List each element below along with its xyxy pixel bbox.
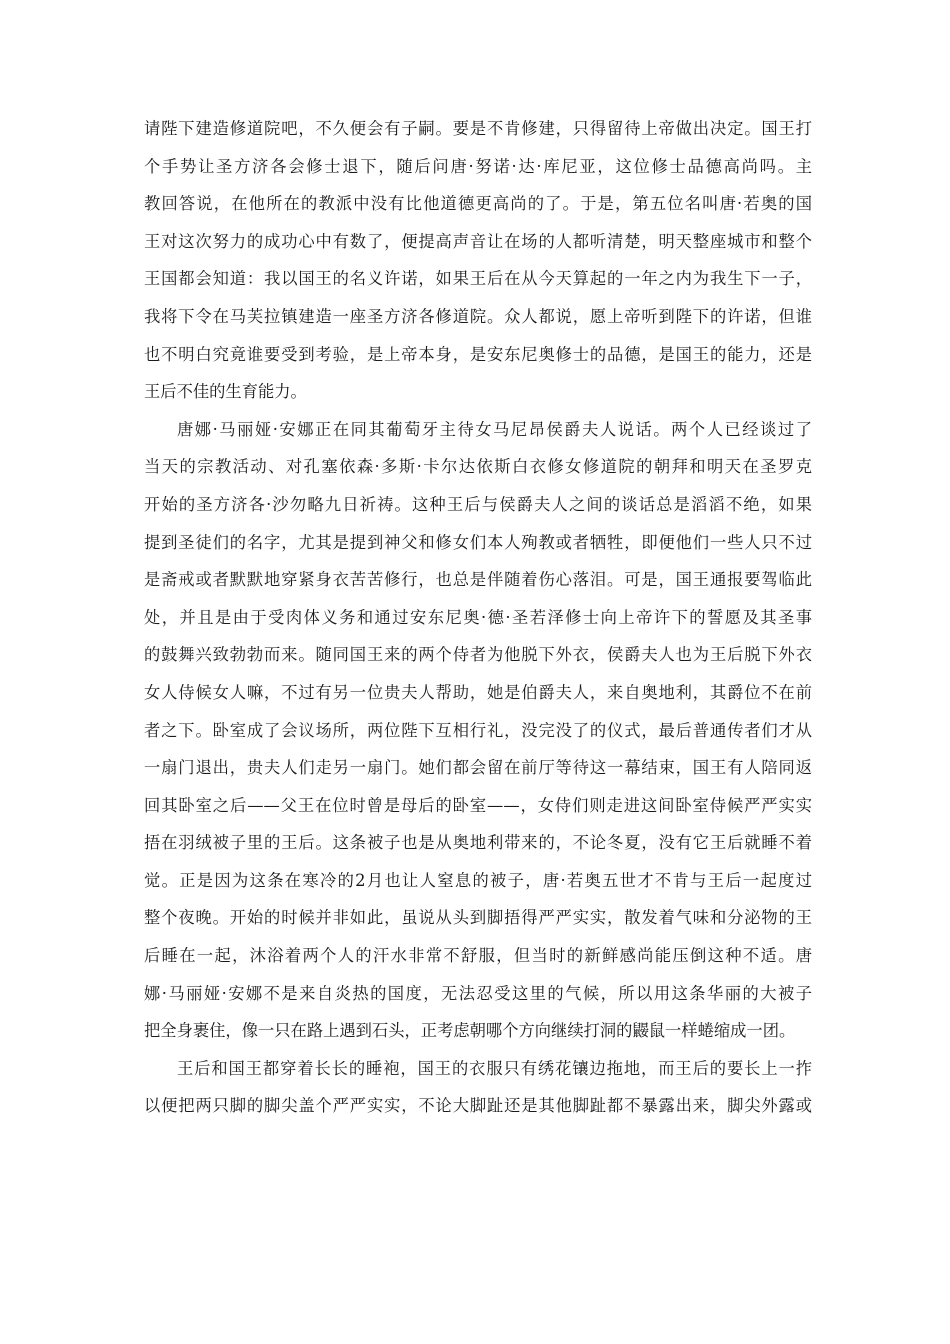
text-line: 开始的圣方济各·沙勿略九日祈祷。这种王后与侯爵夫人之间的谈话总是滔滔不绝，如果: [144, 494, 812, 514]
document-page: [144, 110, 812, 1125]
text-line: 把全身裹住，像一只在路上遇到石头，正考虑朝哪个方向继续打洞的鼹鼠一样蜷缩成一团。: [144, 1021, 796, 1041]
text-line: 个手势让圣方济各会修士退下，随后问唐·努诺·达·库尼亚，这位修士品德高尚吗。主: [144, 156, 812, 176]
text-line: 处，并且是由于受肉体义务和通过安东尼奥·德·圣若泽修士向上帝许下的誓愿及其圣事: [144, 607, 812, 627]
text-line: 王后和国王都穿着长长的睡袍，国王的衣服只有绣花镶边拖地，而王后的要长上一拃: [177, 1058, 812, 1078]
text-line: 教回答说，在他所在的教派中没有比他道德更高尚的了。于是，第五位名叫唐·若奥的国: [144, 194, 812, 214]
text-line: 回其卧室之后——父王在位时曾是母后的卧室——，女侍们则走进这间卧室侍候严严实实: [144, 795, 812, 815]
text-line: 也不明白究竟谁要受到考验，是上帝本身，是安东尼奥修士的品德，是国王的能力，还是: [144, 344, 812, 364]
text-line: 王后不佳的生育能力。: [144, 382, 307, 402]
text-line: 是斋戒或者默默地穿紧身衣苦苦修行，也总是伴随着伤心落泪。可是，国王通报要驾临此: [144, 570, 812, 590]
text-line: 捂在羽绒被子里的王后。这条被子也是从奥地利带来的，不论冬夏，没有它王后就睡不着: [144, 833, 812, 853]
text-line: 以便把两只脚的脚尖盖个严严实实，不论大脚趾还是其他脚趾都不暴露出来，脚尖外露或: [144, 1096, 812, 1116]
text-line: 的鼓舞兴致勃勃而来。随同国王来的两个侍者为他脱下外衣，侯爵夫人也为王后脱下外衣: [144, 645, 812, 665]
text-line: 王对这次努力的成功心中有数了，便提高声音让在场的人都听清楚，明天整座城市和整个: [144, 231, 812, 251]
text-line: 唐娜·马丽娅·安娜正在同其葡萄牙主待女马尼昂侯爵夫人说话。两个人已经谈过了: [177, 419, 812, 439]
text-line: 一扇门退出，贵夫人们走另一扇门。她们都会留在前厅等待这一幕结束，国王有人陪同返: [144, 758, 812, 778]
text-line: 我将下令在马芙拉镇建造一座圣方济各修道院。众人都说，愿上帝听到陛下的许诺，但谁: [144, 306, 812, 326]
text-line: 提到圣徒们的名字，尤其是提到神父和修女们本人殉教或者牺牲，即便他们一些人只不过: [144, 532, 812, 552]
text-line: 觉。正是因为这条在寒冷的2月也让人窒息的被子，唐·若奥五世才不肯与王后一起度过: [144, 870, 812, 890]
text-line: 后睡在一起，沐浴着两个人的汗水非常不舒服，但当时的新鲜感尚能压倒这种不适。唐: [144, 946, 812, 966]
text-line: 者之下。卧室成了会议场所，两位陛下互相行礼，没完没了的仪式，最后普通传者们才从: [144, 720, 812, 740]
text-line: 女人侍候女人嘛，不过有另一位贵夫人帮助，她是伯爵夫人，来自奥地利，其爵位不在前: [144, 682, 812, 702]
paragraph: [144, 110, 812, 411]
paragraph: [144, 1050, 812, 1125]
text-line: 当天的宗教活动、对孔塞依森·多斯·卡尔达依斯白衣修女修道院的朝拜和明天在圣罗克: [144, 457, 812, 477]
text-line: 娜·马丽娅·安娜不是来自炎热的国度，无法忍受这里的气候，所以用这条华丽的大被子: [144, 983, 812, 1003]
paragraph: [144, 411, 812, 1050]
text-line: 请陛下建造修道院吧，不久便会有子嗣。要是不肯修建，只得留待上帝做出决定。国王打: [144, 119, 812, 138]
text-line: 整个夜晚。开始的时候并非如此，虽说从头到脚捂得严严实实，散发着气味和分泌物的王: [144, 908, 812, 928]
text-line: 王国都会知道：我以国王的名义许诺，如果王后在从今天算起的一年之内为我生下一子，: [144, 269, 812, 289]
